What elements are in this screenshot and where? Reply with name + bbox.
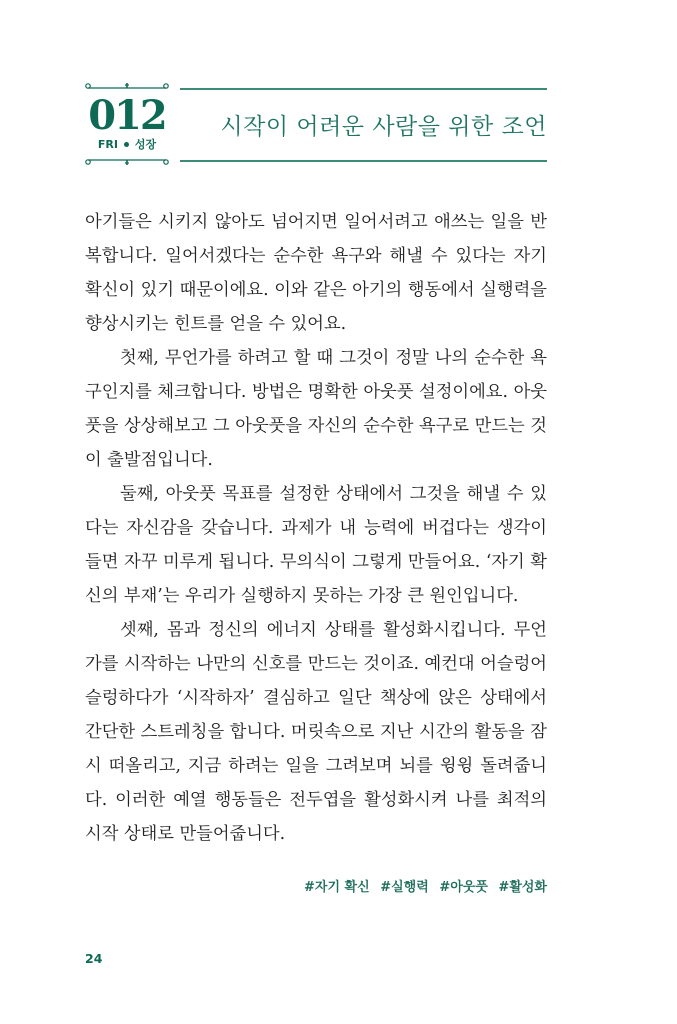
entry-number: 012 <box>88 92 166 139</box>
ornament-bottom-icon <box>84 155 170 167</box>
entry-meta <box>85 138 169 152</box>
hashtag: #활성화 <box>498 880 547 895</box>
hashtag: #자기 확신 <box>304 880 370 895</box>
paragraph-second: 둘째, 아웃풋 목표를 설정한 상태에서 그것을 해낼 수 있다는 자신감을 갖습니다. 과제가 내 능력에 버겁다는 생각이 들면 자꾸 미루게 됩니다. 무의식이 그렇게 만들어요. ‘자기 확신의 부재’는 우리가 실행하지 못하는 가장 큰 원인입니다. <box>85 484 547 606</box>
category: 성장 <box>134 138 157 151</box>
paragraph-third: 셋째, 몸과 정신의 에너지 상태를 활성화시킵니다. 무언가를 시작하는 나만의 신호를 만드는 것이죠. 예컨대 어슬렁어슬렁하다가 ‘시작하자’ 결심하고 일단 책상에 앉은 상태에서 간단한 스트레칭을 합니다. 머릿속으로 지난 시간의 활동을 잠시 떠올리고, 지금 하려는 일을 그려보며 뇌를 윙윙 돌려줍니다. 이러한 예열 행동들은 전두엽을 활성화시켜 나를 최적의 시작 상태로 만들어줍니다. <box>85 620 547 844</box>
weekday: FRI <box>97 138 118 151</box>
entry-header <box>0 0 677 200</box>
hashtag: #아웃풋 <box>439 880 488 895</box>
rule-bottom <box>180 160 547 162</box>
page-title: 시작이 어려운 사람을 위한 조언 <box>220 114 547 140</box>
paragraph-first: 첫째, 무언가를 하려고 할 때 그것이 정말 나의 순수한 욕구인지를 체크합니다. 방법은 명확한 아웃풋 설정이에요. 아웃풋을 상상해보고 그 아웃풋을 자신의 순수한 욕구로 만드는 것이 출발점입니다. <box>85 348 547 470</box>
page-number: 24 <box>85 951 103 966</box>
body-text <box>85 205 547 851</box>
hashtag: #실행력 <box>380 880 429 895</box>
bullet-dot-icon <box>124 142 129 147</box>
rule-top <box>180 88 547 90</box>
paragraph-intro: 아기들은 시키지 않아도 넘어지면 일어서려고 애쓰는 일을 반복합니다. 일어서겠다는 순수한 욕구와 해낼 수 있다는 자기 확신이 있기 때문이에요. 이와 같은 아기의 행동에서 실행력을 향상시키는 힌트를 얻을 수 있어요. <box>85 212 547 334</box>
hashtags <box>298 876 547 895</box>
